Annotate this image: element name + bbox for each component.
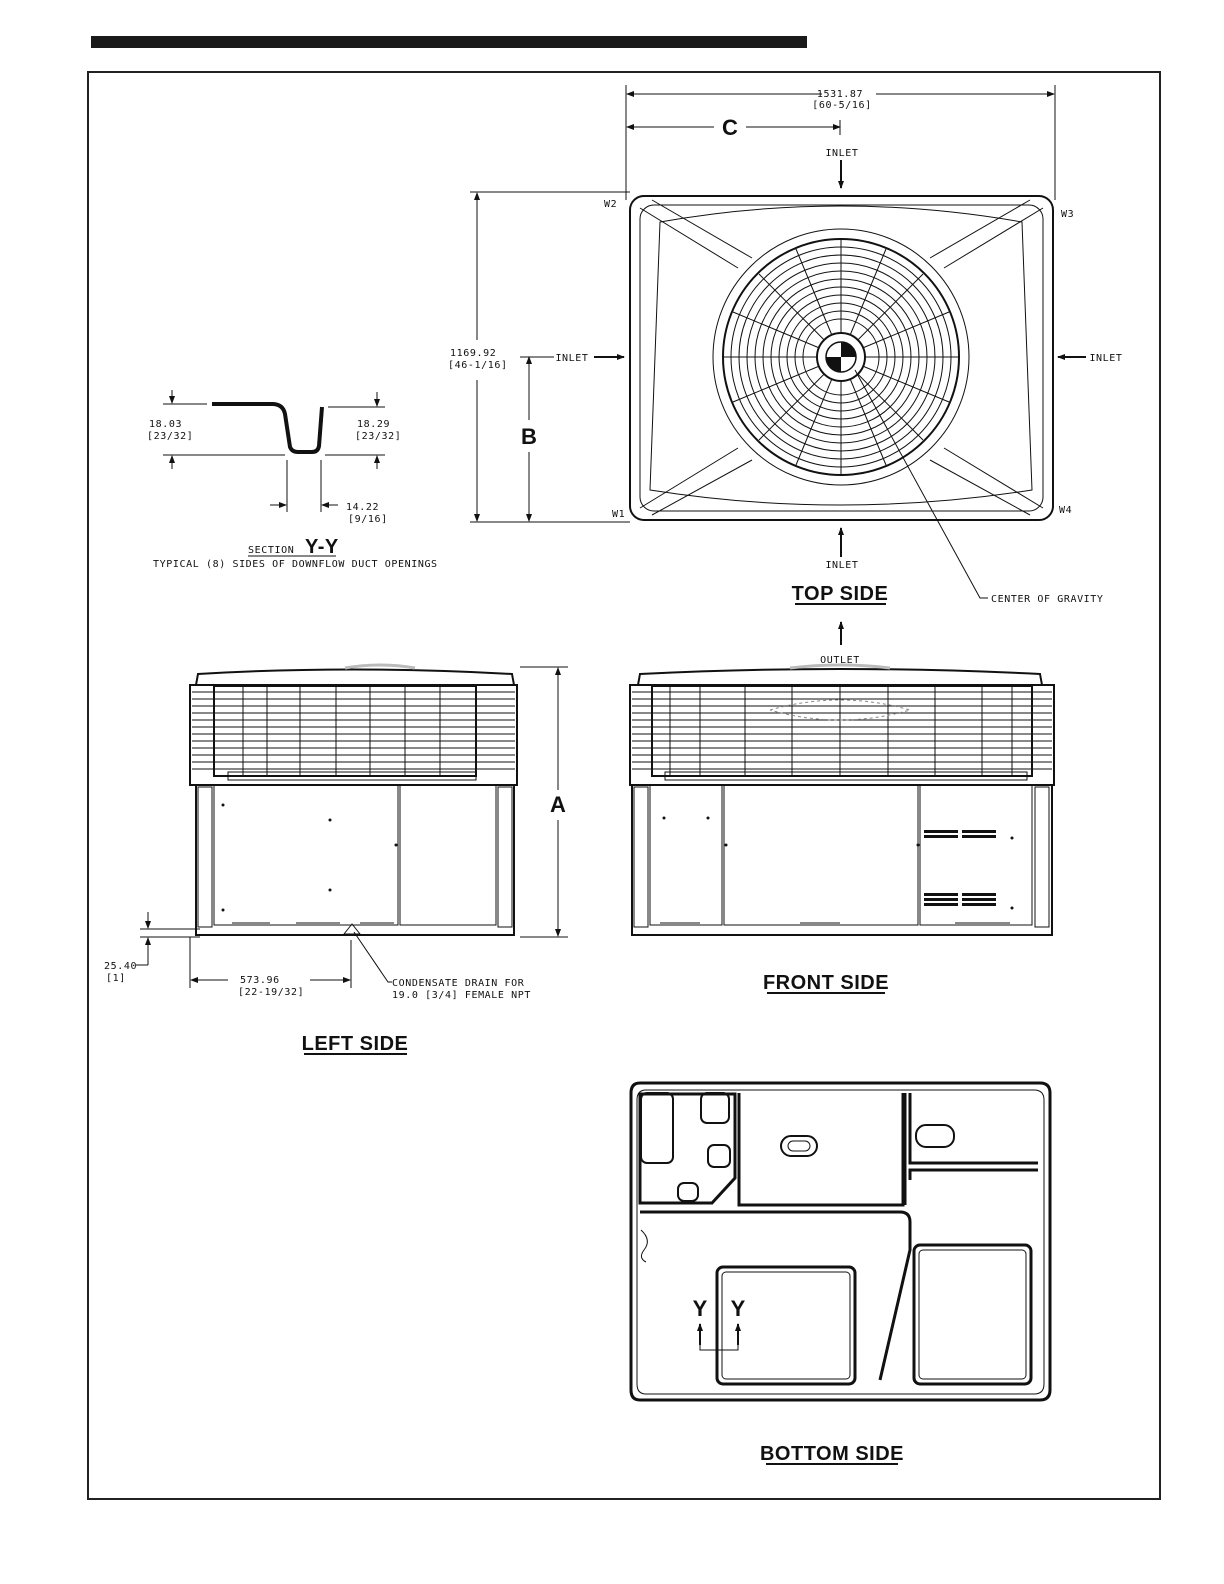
- dim-label-a: A: [550, 792, 566, 817]
- section-dim-right: 18.29: [357, 419, 391, 430]
- drain-note-1: CONDENSATE DRAIN FOR: [392, 978, 525, 989]
- dim-label-c: C: [722, 115, 738, 140]
- left-view: [104, 665, 568, 1055]
- left-side-title: LEFT SIDE: [301, 1033, 409, 1055]
- section-dim-bottom-in: [9/16]: [348, 514, 388, 525]
- section-mark-y-right: Y: [730, 1296, 746, 1321]
- top-width-dim: 1531.87: [816, 89, 864, 100]
- corner-w4: W4: [1059, 505, 1073, 516]
- section-mark-y-left: Y: [692, 1296, 708, 1321]
- bottom-view: [631, 1083, 1050, 1465]
- bottom-side-title: BOTTOM SIDE: [759, 1443, 905, 1465]
- inlet-label-left: INLET: [555, 353, 589, 364]
- section-title-prefix: SECTION: [248, 545, 295, 556]
- front-side-title: FRONT SIDE: [762, 972, 890, 994]
- dim-label-b: B: [521, 424, 537, 449]
- top-view: [448, 85, 1123, 605]
- left-dim-small-in: [1]: [106, 973, 126, 984]
- section-title-code: Y-Y: [305, 536, 339, 558]
- front-view: [630, 622, 1054, 994]
- section-dim-left: 18.03: [149, 419, 183, 430]
- section-dim-left-in: [23/32]: [147, 431, 194, 442]
- corner-w2: W2: [604, 199, 618, 210]
- inlet-label-top: INLET: [825, 148, 859, 159]
- top-side-title: TOP SIDE: [791, 583, 889, 605]
- left-dim-small: 25.40: [104, 961, 138, 972]
- corner-w1: W1: [612, 509, 626, 520]
- drain-note-2: 19.0 [3/4] FEMALE NPT: [392, 990, 532, 1001]
- center-of-gravity-label: CENTER OF GRAVITY: [991, 594, 1104, 605]
- outlet-label: OUTLET: [820, 655, 860, 666]
- section-dim-right-in: [23/32]: [355, 431, 402, 442]
- top-width-dim-in: [60-5/16]: [812, 100, 872, 111]
- inlet-label-bottom: INLET: [825, 560, 859, 571]
- inlet-label-right: INLET: [1089, 353, 1123, 364]
- top-depth-dim: 1169.92: [450, 348, 497, 359]
- section-yy: [147, 390, 438, 570]
- left-dim-drain: 573.96: [240, 975, 280, 986]
- top-depth-dim-in: [46-1/16]: [448, 360, 508, 371]
- corner-w3: W3: [1061, 209, 1075, 220]
- left-dim-drain-in: [22-19/32]: [238, 987, 305, 998]
- section-dim-bottom: 14.22: [346, 502, 380, 513]
- section-caption: TYPICAL (8) SIDES OF DOWNFLOW DUCT OPENINGS: [153, 559, 438, 570]
